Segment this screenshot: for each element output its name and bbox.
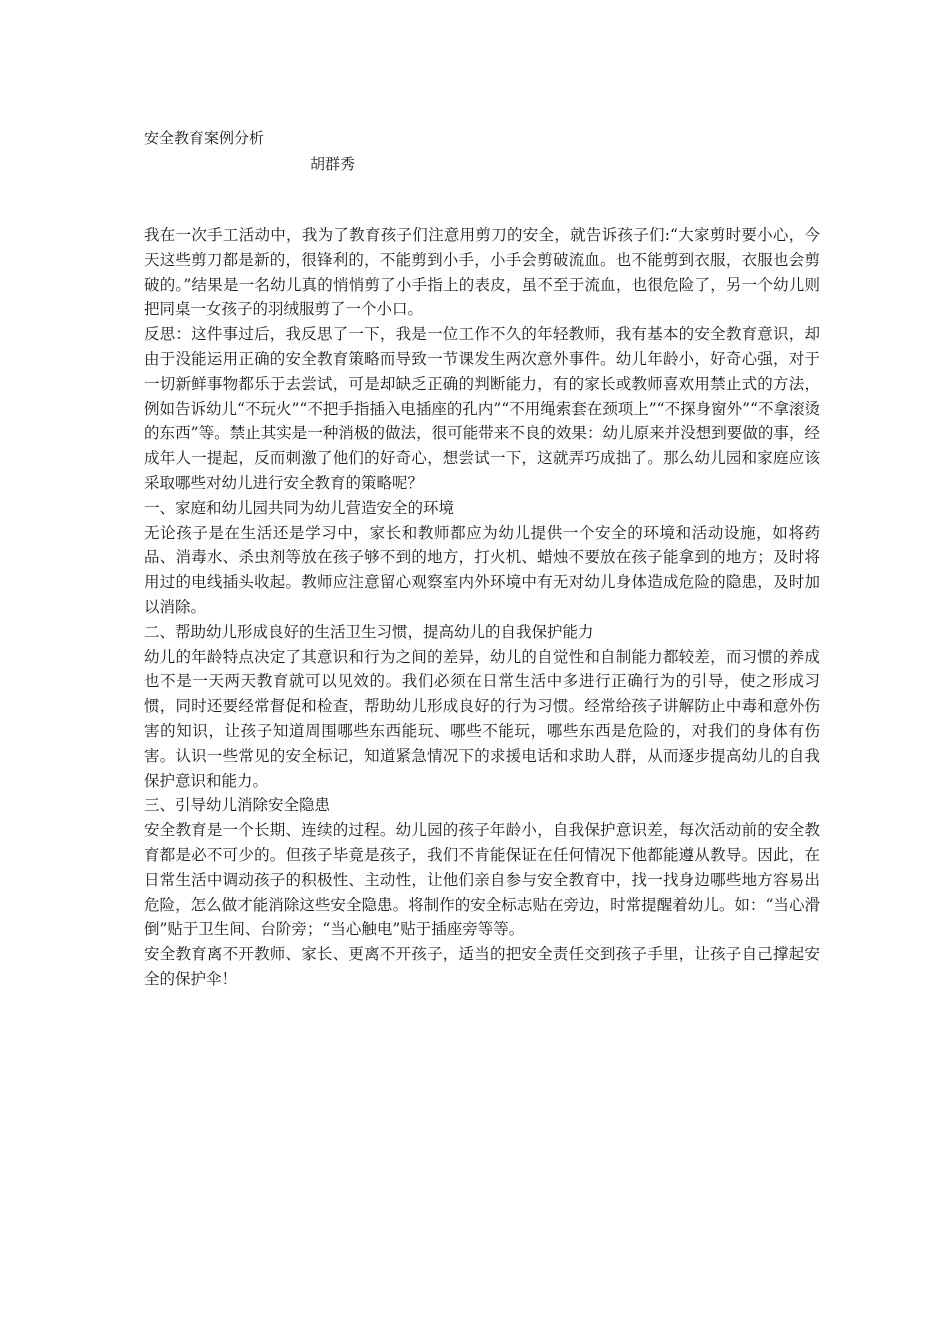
section-heading-2: 二、帮助幼儿形成良好的生活卫生习惯，提高幼儿的自我保护能力	[144, 622, 594, 641]
paragraph-section-3: 安全教育是一个长期、连续的过程。幼儿园的孩子年龄小，自我保护意识差，每次活动前的安全教育都是必不可少的。但孩子毕竟是孩子，我们不肯能保证在任何情况下他都能遵从教导。因此，在日常生活中调动孩子的积极性、主动性，让他们亲自参与安全教育中，找一找身边哪些地方容易出危险，怎么做才能消除这些安全隐患。将制作的安全标志贴在旁边，时常提醒着幼儿。如：“当心滑倒”贴于卫生间、台阶旁；“当心触电”贴于插座旁等等。	[144, 821, 820, 939]
section-heading-1: 一、家庭和幼儿园共同为幼儿营造安全的环境	[144, 498, 455, 517]
document-author: 胡群秀	[310, 155, 356, 173]
title-spacer	[144, 176, 820, 223]
paragraph-case: 我在一次手工活动中，我为了教育孩子们注意用剪刀的安全，就告诉孩子们:“大家剪时要小心，今天这些剪刀都是新的，很锋利的，不能剪到小手，小手会剪破流血。也不能剪到衣服，衣服也会剪破的。”结果是一名幼儿真的悄悄剪了小手指上的表皮，虽不至于流血，也很危险了，另一个幼儿则把同桌一女孩子的羽绒服剪了一个小口。	[144, 226, 820, 319]
paragraph-reflection: 反思：这件事过后，我反思了一下，我是一位工作不久的年轻教师，我有基本的安全教育意识，却由于没能运用正确的安全教育策略而导致一节课发生两次意外事件。幼儿年龄小，好奇心强，对于一切新鲜事物都乐于去尝试，可是却缺乏正确的判断能力，有的家长或教师喜欢用禁止式的方法，例如告诉幼儿“不玩火”“不把手指插入电插座的孔内”“不用绳索套在颈项上”“不探身窗外”“不拿滚烫的东西”等。禁止其实是一种消极的做法，很可能带来不良的效果：幼儿原来并没想到要做的事，经成年人一提起，反而刺激了他们的好奇心，想尝试一下，这就弄巧成拙了。那么幼儿园和家庭应该采取哪些对幼儿进行安全教育的策略呢？	[144, 325, 820, 492]
paragraph-section-2: 幼儿的年龄特点决定了其意识和行为之间的差异，幼儿的自觉性和自制能力都较差，而习惯的养成也不是一天两天教育就可以见效的。我们必须在日常生活中多进行正确行为的引导，使之形成习惯，同时还要经常督促和检查，帮助幼儿形成良好的行为习惯。经常给孩子讲解防止中毒和意外伤害的知识，让孩子知道周围哪些东西能玩、哪些不能玩，哪些东西是危险的，对我们的身体有伤害。认识一些常见的安全标记，知道紧急情况下的求援电话和求助人群，从而逐步提高幼儿的自我保护意识和能力。	[144, 647, 820, 790]
document-page	[144, 124, 820, 992]
section-heading-3: 三、引导幼儿消除安全隐患	[144, 796, 331, 815]
paragraph-conclusion: 安全教育离不开教师、家长、更离不开孩子，适当的把安全责任交到孩子手里，让孩子自己撑起安全的保护伞！	[144, 945, 820, 988]
document-title: 安全教育案例分析	[144, 129, 265, 147]
paragraph-section-1: 无论孩子是在生活还是学习中，家长和教师都应为幼儿提供一个安全的环境和活动设施，如将药品、消毒水、杀虫剂等放在孩子够不到的地方，打火机、蜡烛不要放在孩子能拿到的地方；及时将用过的电线插头收起。教师应注意留心观察室内外环境中有无对幼儿身体造成危险的隐患，及时加以消除。	[144, 523, 820, 616]
